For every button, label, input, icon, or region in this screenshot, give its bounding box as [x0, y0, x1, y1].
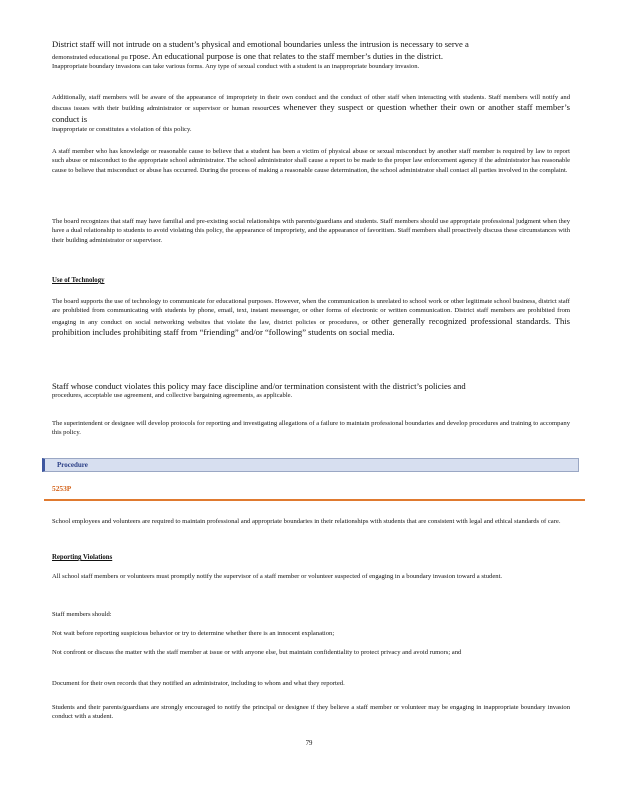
staff-should-label	[52, 610, 570, 619]
paragraph-text: School employees and volunteers are required to maintain professional and appropriate boundaries in their relationships with students that are consistent with legal and ethical standards of care.	[52, 518, 561, 525]
list-item	[52, 629, 570, 638]
page-number: 79	[305, 740, 313, 747]
section-heading: Reporting Violations	[52, 554, 113, 561]
paragraph-text: other generally recognized professional standards. This prohibition includes prohibiting staff from “friending” and/or “following” students on social media.	[52, 315, 571, 338]
paragraph-reporting	[52, 572, 570, 581]
paragraph-text: Staff whose conduct violates this policy may face discipline and/or termination consistent with the district’s policies and	[52, 381, 466, 391]
list-item	[52, 648, 570, 657]
section-heading: Use of Technology	[52, 277, 105, 284]
paragraph-text: inappropriate or constitutes a violation of this policy.	[52, 126, 192, 134]
list-item	[52, 679, 570, 688]
paragraph-impropriety	[52, 93, 570, 135]
paragraph-text: Staff members should:	[52, 611, 112, 618]
procedure-code: 5253P	[52, 484, 72, 493]
paragraph-text	[52, 51, 570, 62]
paragraph-reporting-law	[52, 147, 570, 175]
paragraph-relationships	[52, 217, 570, 245]
paragraph-protocols	[52, 419, 570, 438]
paragraph-text: ces whenever they suspect or question whether their own or another staff member’s conduct is	[52, 102, 570, 124]
section-heading-reporting	[52, 554, 570, 561]
paragraph-text: Not wait before reporting suspicious behavior or try to determine whether there is an innocent explanation;	[52, 630, 335, 637]
paragraph-text: Students and their parents/guardians are strongly encouraged to notify the principal or designee if they believe a staff member or volunteer may be engaging in inappropriate boundary invasion conduct with a student.	[52, 704, 570, 721]
paragraph-students	[52, 703, 570, 722]
paragraph-text: The board supports the use of technology to communicate for educational purposes. However, when the communication is unrelated to school work or other legitimate school business, district staff are prohibited from communicating with students by phone, email, text, instant messenger, or other forms of electronic or written communication. District staff members are prohibited from engaging in any conduct on social networking websites that violate the law, district policies or procedures, or	[52, 298, 570, 326]
paragraph-technology	[52, 297, 570, 339]
paragraph-procedure-intro	[52, 517, 570, 526]
paragraph-text	[52, 93, 570, 125]
paragraph-text: rpose. An educational purpose is one that relates to the staff member’s duties in the district.	[129, 50, 443, 61]
section-heading-technology	[52, 277, 570, 284]
paragraph-text: The board recognizes that staff may have familial and pre-existing social relationships with parents/guardians and students. Staff members should use appropriate professional judgment when they have a dual relationship to students to avoid violating this policy, the appearance of impropriety, and the appearance of favoritism. Staff members shall proactively discuss these circumstances with their building administrator or supervisor.	[52, 218, 570, 244]
paragraph-discipline	[52, 381, 570, 400]
section-divider	[44, 499, 585, 501]
paragraph-intrusion	[52, 40, 570, 71]
paragraph-text: District staff will not intrude on a student’s physical and emotional boundaries unless the intrusion is necessary to serve a	[52, 39, 469, 49]
paragraph-text: Inappropriate boundary invasions can take various forms. Any type of sexual conduct with a student is an inappropriate boundary invasion.	[52, 63, 420, 70]
paragraph-text: Document for their own records that they notified an administrator, including to whom and what they reported.	[52, 680, 345, 687]
paragraph-text: demonstrated educational pu	[52, 53, 128, 61]
procedure-label: Procedure	[57, 461, 88, 469]
paragraph-text	[52, 297, 570, 339]
paragraph-text: procedures, acceptable use agreement, and collective bargaining agreements, as applicable.	[52, 392, 293, 399]
paragraph-text: The superintendent or designee will develop protocols for reporting and investigating allegations of a failure to maintain professional boundaries and develop procedures and training to accompany this policy.	[52, 420, 571, 437]
paragraph-text: Additionally, staff members will be aware of the appearance of impropriety in their own conduct and the conduct of other staff when interacting with students. Staff members will notify and discuss issues with their building administrator or supervisor or human resour	[52, 94, 570, 113]
paragraph-text: Not confront or discuss the matter with the staff member at issue or with anyone else, but maintain confidentiality to protect privacy and avoid rumors; and	[52, 649, 462, 656]
procedure-header-bar	[42, 458, 579, 472]
paragraph-text: A staff member who has knowledge or reasonable cause to believe that a student has been a victim of physical abuse or sexual misconduct by another staff member is required by law to report such abuse or misconduct to the appropriate school administrator. The school administrator shall cause a report to be made to the proper law enforcement agency if the administrator has reasonable cause to believe that misconduct or abuse has occurred. During the process of making a reasonable cause determination, the school administrator shall contact all parties involved in the complaint.	[52, 148, 570, 174]
paragraph-text: All school staff members or volunteers must promptly notify the supervisor of a staff member or volunteer suspected of engaging in a boundary invasion toward a student.	[52, 573, 503, 580]
